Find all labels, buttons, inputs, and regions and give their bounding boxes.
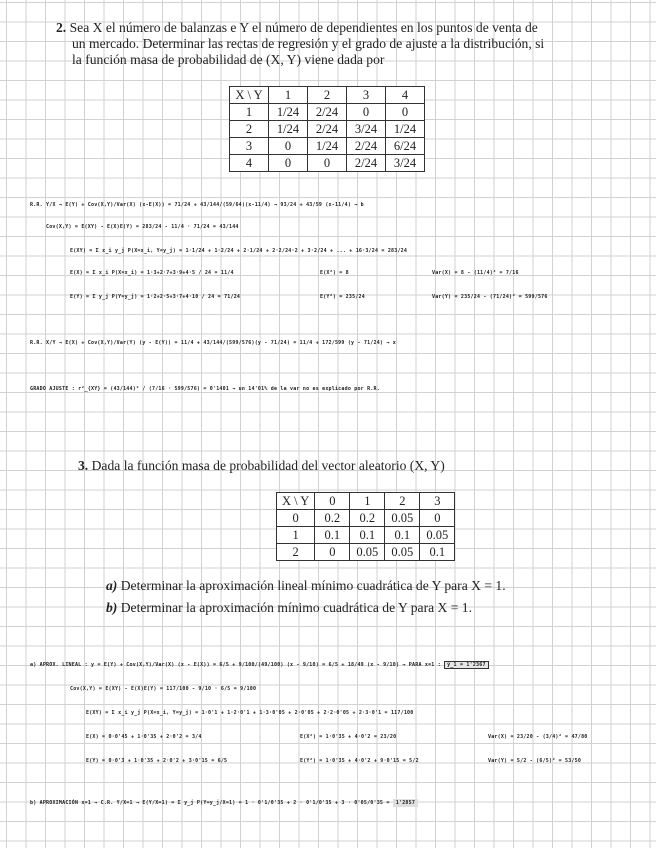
- table-col-header: 3: [347, 87, 386, 104]
- table-cell: 0: [269, 138, 308, 155]
- table-cell: 3/24: [386, 155, 425, 172]
- table-row: [230, 121, 425, 138]
- table-row-header: 2: [230, 121, 269, 138]
- handwritten-expectation-x2-3: E(X²) = 1·0'35 + 4·0'2 = 23/20: [300, 734, 397, 740]
- item-b-label: b): [106, 600, 118, 615]
- table-cell: 0: [386, 104, 425, 121]
- problem-2-line-1: 2. Sea X el número de balanzas e Y el número de dependientes en los puntos de venta de: [56, 20, 538, 35]
- table-cell: 1/24: [386, 121, 425, 138]
- table-row-header: 3: [230, 138, 269, 155]
- table-cell: 0.1: [350, 527, 385, 544]
- table-row-header: 4: [230, 155, 269, 172]
- handwritten-expectation-x: E(X) = Σ x_i P(X=x_i) = 1·3+2·7+3·9+4·5 / 24 = 11/4: [70, 270, 234, 276]
- table-cell: 0: [308, 155, 347, 172]
- table-row: [230, 138, 425, 155]
- table-cell: 0: [315, 544, 350, 561]
- table-cell: 1/24: [269, 104, 308, 121]
- problem-3-item-b: b) Determinar la aproximación mínimo cuadrática de Y para X = 1.: [106, 600, 473, 615]
- handwritten-variance-x: Var(X) = 8 - (11/4)² = 7/16: [432, 270, 519, 276]
- table-col-header: 4: [386, 87, 425, 104]
- handwritten-conditional-approximation: b) APROXIMACIÓN x=1 → C.R. Y/X=1 → E(Y/X=1) = Σ y_j P(Y=y_j/X=1) = 1 · 0'1/0'35 + 2 · 0'1/0'35 + 3 · 0'05/0'35 = 1'2857: [30, 800, 418, 807]
- boxed-result-a: ŷ_1 = 1'2367: [444, 661, 489, 669]
- table-cell: 0.2: [350, 510, 385, 527]
- table-cell: 2/24: [308, 104, 347, 121]
- table-col-header: 1: [269, 87, 308, 104]
- problem-2-number: 2.: [56, 20, 67, 35]
- table-cell: 0.05: [385, 510, 420, 527]
- table-row: [230, 155, 425, 172]
- table-cell: 6/24: [386, 138, 425, 155]
- table-row: [277, 544, 455, 561]
- table-cell: 0.1: [315, 527, 350, 544]
- handwritten-expectation-y: E(Y) = Σ y_j P(Y=y_j) = 1·2+2·5+3·7+4·10 / 24 = 71/24: [70, 294, 241, 300]
- table-cell: 2/24: [347, 155, 386, 172]
- handwritten-goodness-of-fit: GRADO AJUSTE : r²_{XY} = (43/144)² / (7/16 · 599/576) = 0'1401 → un 14'01% de la var no es explicado por R.R.: [30, 386, 380, 392]
- table-cell: 1/24: [308, 138, 347, 155]
- handwritten-expectation-y2-3: E(Y²) = 1·0'35 + 4·0'2 + 9·0'15 = 5/2: [300, 758, 419, 764]
- table-row: [277, 527, 455, 544]
- table-cell: 0.1: [420, 544, 455, 561]
- table-corner: X \ Y: [230, 87, 269, 104]
- table-col-header: 1: [350, 493, 385, 510]
- handwritten-variance-y: Var(Y) = 235/24 - (71/24)² = 599/576: [432, 294, 548, 300]
- table-corner: X \ Y: [277, 493, 315, 510]
- handwritten-expectation-y-3: E(Y) = 0·0'3 + 1·0'35 + 2·0'2 + 3·0'15 = 6/5: [86, 758, 228, 764]
- item-a-label: a): [106, 578, 118, 593]
- table-cell: 0.05: [420, 527, 455, 544]
- handwritten-expectation-xy-3: E(XY) = Σ x_i y_j P(X=x_i, Y=y_j) = 1·0'1 + 1·2·0'1 + 1·3·0'05 + 2·0'05 + 2·2·0'05 + 2·3·0'1 = 117/100: [86, 710, 414, 716]
- table-cell: 0.05: [385, 544, 420, 561]
- problem-2-line-2: un mercado. Determinar las rectas de regresión y el grado de ajuste a la distribución, si: [72, 36, 545, 51]
- table-row: [277, 510, 455, 527]
- problem-3-line-1: 3. Dada la función masa de probabilidad del vector aleatorio (X, Y): [78, 458, 445, 473]
- table-row-header: 1: [277, 527, 315, 544]
- table-cell: 2/24: [347, 138, 386, 155]
- table-col-header: 3: [420, 493, 455, 510]
- handwritten-variance-x-3: Var(X) = 23/20 - (3/4)² = 47/80: [488, 734, 588, 740]
- table-header-row: [230, 87, 425, 104]
- table-cell: 1/24: [269, 121, 308, 138]
- handwritten-expectation-xy: E(XY) = Σ x_i y_j P(X=x_i, Y=y_j) = 1·1/24 + 1·2/24 + 2·1/24 + 2·2/24·2 + 3·2/24 + ... + 16·3/24 = 283/24: [70, 248, 408, 254]
- handwritten-regression-x-on-y: R.R. X/Y → E(X) + Cov(X,Y)/Var(Y) (y - E(Y)) = 11/4 + 43/144/(599/576)(y - 71/24) = 11/4 + 172/599 (y - 71/24) → x: [30, 340, 396, 346]
- table-col-header: 2: [385, 493, 420, 510]
- probability-table-problem-3: [276, 492, 455, 561]
- table-cell: 0: [269, 155, 308, 172]
- handwritten-expectation-y2: E(Y²) = 235/24: [320, 294, 365, 300]
- table-cell: 0: [420, 510, 455, 527]
- table-header-row: [277, 493, 455, 510]
- handwritten-covariance-3: Cov(X,Y) = E(XY) - E(X)E(Y) = 117/100 - 9/10 · 6/5 = 9/100: [70, 686, 257, 692]
- problem-2-line-3: la función masa de probabilidad de (X, Y) viene dada por: [72, 52, 385, 67]
- handwritten-expectation-x-3: E(X) = 0·0'45 + 1·0'35 + 2·0'2 = 3/4: [86, 734, 202, 740]
- handwritten-linear-approximation: a) APROX. LINEAL : y = E(Y) + Cov(X,Y)/Var(X) (x - E(X)) = 6/5 + 9/100/(49/100) (x - 9/10) = 6/5 + 18/49 (x - 9/10) → PARA x=1 : ŷ_1 = 1'2367: [30, 662, 489, 669]
- table-cell: 0: [347, 104, 386, 121]
- table-cell: 2/24: [308, 121, 347, 138]
- handwritten-variance-y-3: Var(Y) = 5/2 - (6/5)² = 53/50: [488, 758, 582, 764]
- table-cell: 0.1: [385, 527, 420, 544]
- table-cell: 0.2: [315, 510, 350, 527]
- probability-table-problem-2: [229, 86, 425, 172]
- table-row: [230, 104, 425, 121]
- table-row-header: 1: [230, 104, 269, 121]
- table-row-header: 2: [277, 544, 315, 561]
- handwritten-regression-y-on-x: R.R. Y/X → E(Y) + Cov(X,Y)/Var(X) (x-E(X)) = 71/24 + 43/144/(59/64)(x-11/4) → 93/24 + 43/59 (x-11/4) → b: [30, 202, 364, 208]
- problem-3-number: 3.: [78, 458, 89, 473]
- table-col-header: 0: [315, 493, 350, 510]
- problem-3-item-a: a) Determinar la aproximación lineal mínimo cuadrática de Y para X = 1.: [106, 578, 506, 593]
- table-cell: 0.05: [350, 544, 385, 561]
- boxed-result-b: 1'2857: [393, 799, 418, 807]
- table-row-header: 0: [277, 510, 315, 527]
- handwritten-covariance: Cov(X,Y) = E(XY) - E(X)E(Y) = 283/24 - 11/4 · 71/24 = 43/144: [46, 224, 239, 230]
- table-cell: 3/24: [347, 121, 386, 138]
- handwritten-expectation-x2: E(X²) = 8: [320, 270, 349, 276]
- table-col-header: 2: [308, 87, 347, 104]
